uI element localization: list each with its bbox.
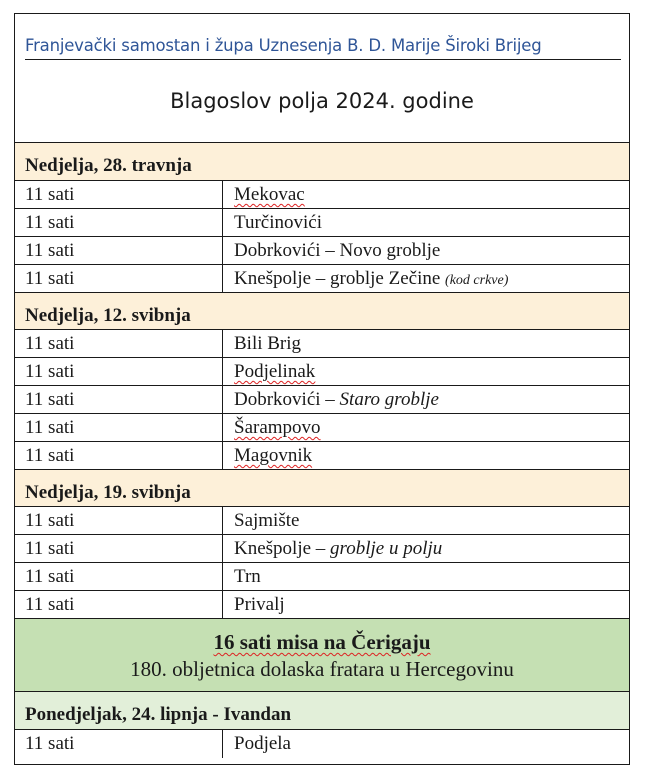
place-note: Staro groblje <box>339 389 439 410</box>
mass-subtitle: 180. obljetnica dolaska fratara u Hercegovinu <box>130 657 514 681</box>
mass-title-text: 16 sati misa na Čerigaju <box>213 630 431 654</box>
place-note: groblje u polju <box>330 538 443 559</box>
place-name: Dobrkovići – Novo groblje <box>234 240 441 261</box>
place-name: Trn <box>234 566 261 587</box>
time-cell: 11 sati <box>15 442 223 469</box>
time-cell: 11 sati <box>15 209 223 236</box>
time-cell: 11 sati <box>15 414 223 441</box>
schedule-sheet <box>14 13 630 765</box>
section-heading: Nedjelja, 19. svibnja <box>15 470 629 507</box>
place-name: Knešpolje – groblje Zečine <box>234 268 441 289</box>
place-name: Sajmište <box>234 510 300 531</box>
place-name: Bili Brig <box>234 333 302 354</box>
time-cell: 11 sati <box>15 507 223 534</box>
time-cell: 11 sati <box>15 730 223 758</box>
table-row <box>15 358 629 386</box>
place-name: Dobrkovići – <box>234 389 335 410</box>
table-row <box>15 330 629 358</box>
place-name: Privalj <box>234 594 285 615</box>
table-row <box>15 507 629 535</box>
place-cell <box>223 265 629 292</box>
time-cell: 11 sati <box>15 358 223 385</box>
mass-banner <box>15 619 629 692</box>
table-row <box>15 265 629 293</box>
table-row <box>15 591 629 619</box>
place-name: Mekovac <box>234 184 305 205</box>
time-cell: 11 sati <box>15 181 223 208</box>
document-title: Blagoslov polja 2024. godine <box>170 89 474 113</box>
time-cell: 11 sati <box>15 563 223 590</box>
table-row <box>15 414 629 442</box>
organization-name: Franjevački samostan i župa Uznesenja B. D. Marije Široki Brijeg <box>25 36 542 55</box>
place-name: Šarampovo <box>234 417 321 438</box>
place-cell <box>223 386 629 413</box>
place-cell <box>223 591 629 618</box>
table-row <box>15 535 629 563</box>
place-name: Knešpolje – <box>234 538 326 559</box>
place-name: Podjela <box>234 733 291 754</box>
table-row <box>15 386 629 414</box>
time-cell: 11 sati <box>15 237 223 264</box>
time-cell: 11 sati <box>15 591 223 618</box>
place-cell <box>223 330 629 357</box>
mass-title <box>15 619 629 655</box>
table-row <box>15 730 629 758</box>
table-row <box>15 237 629 265</box>
place-cell <box>223 730 629 758</box>
table-row <box>15 442 629 470</box>
header-divider <box>25 59 621 60</box>
time-cell: 11 sati <box>15 265 223 292</box>
place-cell <box>223 507 629 534</box>
place-cell <box>223 237 629 264</box>
place-cell <box>223 358 629 385</box>
place-name: Turčinovići <box>234 212 322 233</box>
place-cell <box>223 563 629 590</box>
place-cell <box>223 442 629 469</box>
table-row <box>15 563 629 591</box>
section-heading: Ponedjeljak, 24. lipnja - Ivandan <box>15 692 629 730</box>
place-name: Magovnik <box>234 445 313 466</box>
place-note: (kod crkve) <box>445 273 509 288</box>
section-heading: Nedjelja, 28. travnja <box>15 143 629 181</box>
time-cell: 11 sati <box>15 330 223 357</box>
place-cell <box>223 209 629 236</box>
section-heading: Nedjelja, 12. svibnja <box>15 293 629 330</box>
table-row <box>15 209 629 237</box>
place-cell <box>223 535 629 562</box>
place-cell <box>223 414 629 441</box>
time-cell: 11 sati <box>15 386 223 413</box>
time-cell: 11 sati <box>15 535 223 562</box>
place-cell <box>223 181 629 208</box>
table-row <box>15 181 629 209</box>
document-header <box>15 14 629 143</box>
place-name: Podjelinak <box>234 361 316 382</box>
